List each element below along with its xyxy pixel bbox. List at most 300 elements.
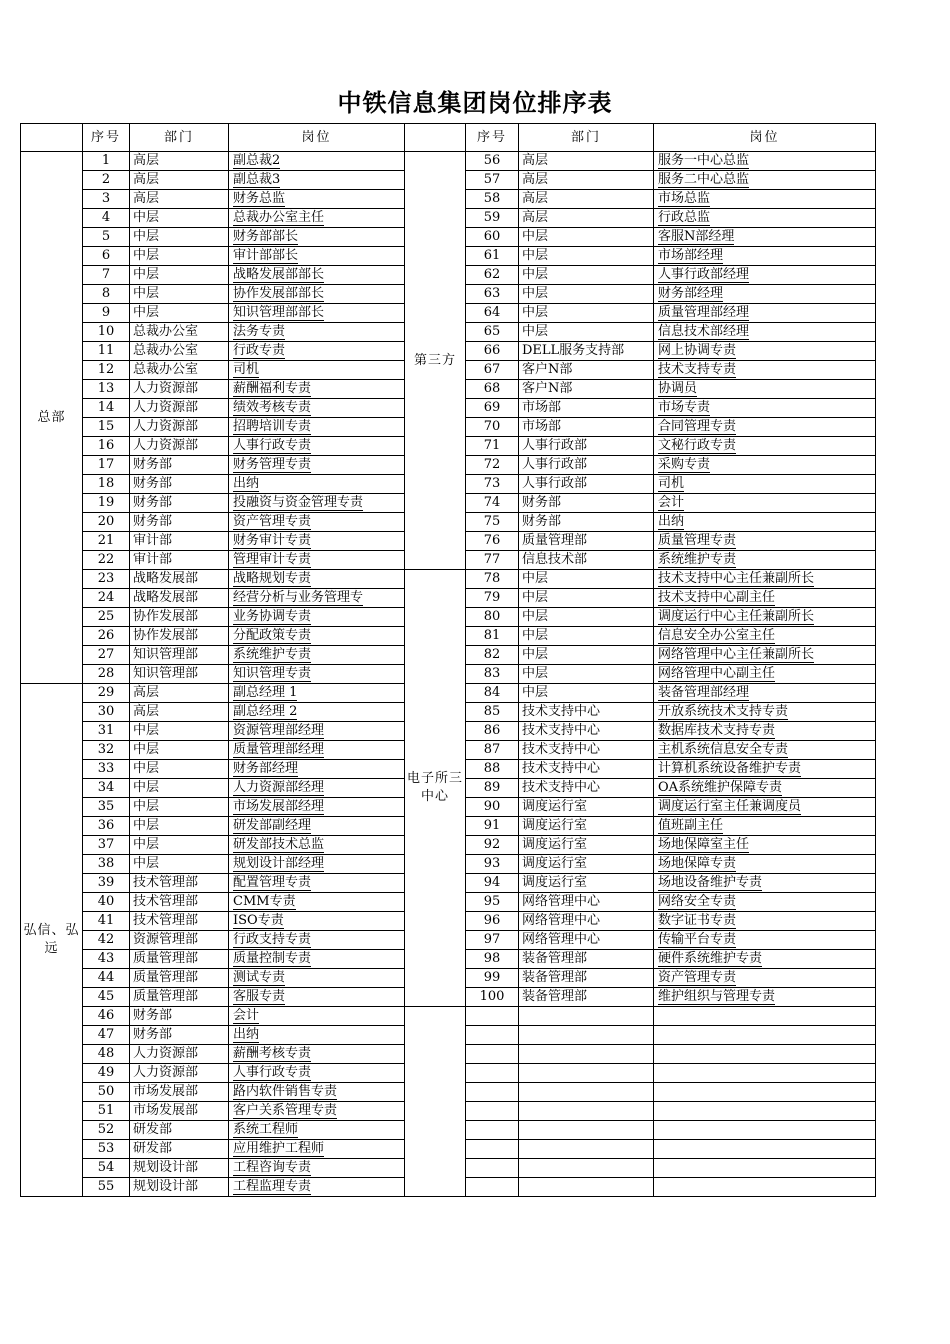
seq-cell: 15	[83, 418, 130, 437]
dept-cell: 中层	[519, 589, 654, 608]
pos-text: 副总裁2	[233, 153, 281, 168]
seq-cell: 73	[466, 475, 519, 494]
dept-cell: 技术管理部	[130, 912, 229, 931]
pos-text: 管理审计专责	[233, 552, 312, 567]
dept-cell: 审计部	[130, 551, 229, 570]
seq-cell: 75	[466, 513, 519, 532]
dept-cell: 战略发展部	[130, 589, 229, 608]
pos-text: 客户关系管理专责	[233, 1103, 338, 1118]
seq-cell: 55	[83, 1178, 130, 1197]
dept-cell: 高层	[130, 190, 229, 209]
pos-cell	[229, 1121, 405, 1140]
pos-text: 市场部经理	[658, 248, 724, 263]
pos-cell	[229, 551, 405, 570]
pos-cell	[229, 1045, 405, 1064]
pos-cell	[654, 912, 876, 931]
pos-text: 工程咨询专责	[233, 1160, 312, 1175]
pos-text: 投融资与资金管理专责	[233, 495, 364, 510]
seq-cell: 99	[466, 969, 519, 988]
dept-cell: 知识管理部	[130, 646, 229, 665]
seq-cell: 84	[466, 684, 519, 703]
dept-cell: 中层	[130, 722, 229, 741]
table-header-row	[21, 124, 876, 152]
dept-cell: 客户N部	[519, 361, 654, 380]
pos-cell	[654, 684, 876, 703]
pos-text: 规划设计部经理	[233, 856, 325, 871]
seq-cell: 33	[83, 760, 130, 779]
seq-cell: 25	[83, 608, 130, 627]
dept-cell: 技术支持中心	[519, 760, 654, 779]
empty-cell	[466, 1064, 519, 1083]
dept-cell: 财务部	[519, 494, 654, 513]
seq-cell: 72	[466, 456, 519, 475]
seq-cell: 35	[83, 798, 130, 817]
header-pos-right: 岗位	[654, 124, 876, 152]
pos-cell	[229, 1140, 405, 1159]
pos-text: 技术支持中心副主任	[658, 590, 776, 605]
dept-cell: 调度运行室	[519, 817, 654, 836]
table-row	[21, 1007, 876, 1026]
seq-cell: 20	[83, 513, 130, 532]
dept-cell: 人力资源部	[130, 380, 229, 399]
seq-cell: 63	[466, 285, 519, 304]
pos-text: 行政专责	[233, 343, 286, 358]
pos-text: 服务一中心总监	[658, 153, 750, 168]
pos-cell	[654, 494, 876, 513]
pos-text: 信息安全办公室主任	[658, 628, 776, 643]
empty-cell	[654, 1159, 876, 1178]
seq-cell: 24	[83, 589, 130, 608]
empty-cell	[654, 1140, 876, 1159]
pos-text: 系统维护专责	[233, 647, 312, 662]
empty-cell	[519, 1064, 654, 1083]
seq-cell: 22	[83, 551, 130, 570]
dept-cell: 财务部	[130, 513, 229, 532]
pos-text: 测试专责	[233, 970, 286, 985]
empty-cell	[466, 1045, 519, 1064]
dept-cell: 人事行政部	[519, 475, 654, 494]
pos-cell	[654, 209, 876, 228]
pos-text: 合同管理专责	[658, 419, 737, 434]
dept-cell: 人力资源部	[130, 418, 229, 437]
pos-cell	[654, 285, 876, 304]
pos-cell	[229, 228, 405, 247]
dept-cell: 中层	[519, 684, 654, 703]
pos-cell	[654, 152, 876, 171]
dept-cell: 财务部	[519, 513, 654, 532]
seq-cell: 88	[466, 760, 519, 779]
pos-cell	[229, 627, 405, 646]
pos-cell	[654, 418, 876, 437]
pos-cell	[654, 532, 876, 551]
pos-text: 网络管理中心副主任	[658, 666, 776, 681]
header-seq-right: 序号	[466, 124, 519, 152]
dept-cell: 中层	[519, 608, 654, 627]
dept-cell: 研发部	[130, 1140, 229, 1159]
pos-cell	[229, 741, 405, 760]
dept-cell: 规划设计部	[130, 1178, 229, 1197]
seq-cell: 43	[83, 950, 130, 969]
dept-cell: 质量管理部	[130, 988, 229, 1007]
dept-cell: 调度运行室	[519, 836, 654, 855]
header-seq-left: 序号	[83, 124, 130, 152]
seq-cell: 28	[83, 665, 130, 684]
seq-cell: 12	[83, 361, 130, 380]
dept-cell: 中层	[130, 266, 229, 285]
dept-cell: 中层	[519, 266, 654, 285]
pos-cell	[654, 646, 876, 665]
pos-cell	[229, 646, 405, 665]
seq-cell: 57	[466, 171, 519, 190]
pos-text: 资源管理部经理	[233, 723, 325, 738]
dept-cell: 客户N部	[519, 380, 654, 399]
seq-cell: 97	[466, 931, 519, 950]
header-pos-left: 岗位	[229, 124, 405, 152]
empty-cell	[654, 1121, 876, 1140]
dept-cell: 中层	[519, 665, 654, 684]
pos-text: 协作发展部部长	[233, 286, 325, 301]
dept-cell: 总裁办公室	[130, 323, 229, 342]
pos-text: 知识管理专责	[233, 666, 312, 681]
pos-text: 主机系统信息安全专责	[658, 742, 789, 757]
seq-cell: 32	[83, 741, 130, 760]
seq-cell: 74	[466, 494, 519, 513]
dept-cell: 网络管理中心	[519, 893, 654, 912]
pos-cell	[654, 893, 876, 912]
pos-cell	[229, 171, 405, 190]
dept-cell: 中层	[130, 760, 229, 779]
dept-cell: 市场部	[519, 418, 654, 437]
seq-cell: 21	[83, 532, 130, 551]
pos-text: 网上协调专责	[658, 343, 737, 358]
seq-cell: 11	[83, 342, 130, 361]
seq-cell: 49	[83, 1064, 130, 1083]
seq-cell: 80	[466, 608, 519, 627]
seq-cell: 56	[466, 152, 519, 171]
pos-text: 工程监理专责	[233, 1179, 312, 1194]
dept-cell: 调度运行室	[519, 798, 654, 817]
dept-cell: 人力资源部	[130, 399, 229, 418]
dept-cell: 高层	[130, 684, 229, 703]
dept-cell: 高层	[130, 171, 229, 190]
pos-cell	[654, 570, 876, 589]
pos-cell	[229, 1159, 405, 1178]
dept-cell: 中层	[130, 247, 229, 266]
pos-cell	[229, 722, 405, 741]
pos-cell	[229, 209, 405, 228]
empty-cell	[654, 1102, 876, 1121]
pos-cell	[229, 456, 405, 475]
dept-cell: 高层	[519, 171, 654, 190]
pos-cell	[654, 627, 876, 646]
seq-cell: 40	[83, 893, 130, 912]
pos-cell	[229, 1102, 405, 1121]
pos-text: 客服N部经理	[658, 229, 735, 244]
group-blank	[405, 1007, 466, 1197]
pos-cell	[229, 988, 405, 1007]
pos-cell	[654, 323, 876, 342]
pos-text: 出纳	[658, 514, 685, 529]
dept-cell: 市场发展部	[130, 1083, 229, 1102]
header-group-cell	[21, 124, 83, 152]
pos-cell	[654, 437, 876, 456]
pos-cell	[229, 475, 405, 494]
dept-cell: 高层	[519, 209, 654, 228]
pos-text: 值班副主任	[658, 818, 724, 833]
pos-text: 调度运行室主任兼调度员	[658, 799, 802, 814]
position-ranking-table	[20, 123, 876, 1197]
dept-cell: 市场部	[519, 399, 654, 418]
pos-cell	[654, 665, 876, 684]
seq-cell: 66	[466, 342, 519, 361]
dept-cell: 规划设计部	[130, 1159, 229, 1178]
seq-cell: 71	[466, 437, 519, 456]
dept-cell: 研发部	[130, 1121, 229, 1140]
pos-cell	[654, 779, 876, 798]
seq-cell: 44	[83, 969, 130, 988]
pos-text: 资产管理专责	[658, 970, 737, 985]
dept-cell: 调度运行室	[519, 874, 654, 893]
pos-cell	[654, 190, 876, 209]
empty-cell	[466, 1026, 519, 1045]
seq-cell: 18	[83, 475, 130, 494]
seq-cell: 14	[83, 399, 130, 418]
empty-cell	[519, 1102, 654, 1121]
group-headquarters: 总部	[21, 152, 83, 684]
pos-cell	[654, 931, 876, 950]
seq-cell: 42	[83, 931, 130, 950]
pos-text: 知识管理部部长	[233, 305, 325, 320]
pos-text: 传输平台专责	[658, 932, 737, 947]
pos-text: 财务部经理	[233, 761, 299, 776]
pos-text: 研发部技术总监	[233, 837, 325, 852]
dept-cell: 人事行政部	[519, 456, 654, 475]
empty-cell	[519, 1121, 654, 1140]
pos-cell	[654, 836, 876, 855]
dept-cell: 财务部	[130, 1026, 229, 1045]
pos-cell	[654, 342, 876, 361]
pos-text: 协调员	[658, 381, 698, 396]
pos-text: 副总裁3	[233, 172, 281, 187]
seq-cell: 1	[83, 152, 130, 171]
seq-cell: 67	[466, 361, 519, 380]
dept-cell: 财务部	[130, 456, 229, 475]
pos-cell	[229, 931, 405, 950]
pos-cell	[229, 437, 405, 456]
seq-cell: 77	[466, 551, 519, 570]
seq-cell: 39	[83, 874, 130, 893]
dept-cell: 战略发展部	[130, 570, 229, 589]
table-row	[21, 570, 876, 589]
pos-text: 副总经理 1	[233, 685, 298, 700]
pos-text: 质量管理部经理	[658, 305, 750, 320]
pos-text: 法务专责	[233, 324, 286, 339]
pos-cell	[229, 969, 405, 988]
pos-text: 薪酬福利专责	[233, 381, 312, 396]
pos-cell	[229, 817, 405, 836]
pos-cell	[654, 741, 876, 760]
pos-text: 数字证书专责	[658, 913, 737, 928]
seq-cell: 38	[83, 855, 130, 874]
seq-cell: 3	[83, 190, 130, 209]
dept-cell: 网络管理中心	[519, 912, 654, 931]
dept-cell: 装备管理部	[519, 969, 654, 988]
dept-cell: 网络管理中心	[519, 931, 654, 950]
pos-cell	[229, 513, 405, 532]
empty-cell	[519, 1026, 654, 1045]
header-group-cell-right	[405, 124, 466, 152]
seq-cell: 60	[466, 228, 519, 247]
seq-cell: 34	[83, 779, 130, 798]
pos-text: 场地保障专责	[658, 856, 737, 871]
pos-text: 计算机系统设备维护专责	[658, 761, 802, 776]
pos-text: 会计	[658, 495, 685, 510]
dept-cell: 技术支持中心	[519, 722, 654, 741]
seq-cell: 52	[83, 1121, 130, 1140]
dept-cell: 技术管理部	[130, 874, 229, 893]
pos-cell	[654, 228, 876, 247]
seq-cell: 58	[466, 190, 519, 209]
dept-cell: 高层	[519, 152, 654, 171]
dept-cell: 中层	[130, 209, 229, 228]
seq-cell: 95	[466, 893, 519, 912]
pos-cell	[229, 361, 405, 380]
pos-text: 司机	[658, 476, 685, 491]
pos-text: 技术支持专责	[658, 362, 737, 377]
dept-cell: 中层	[130, 836, 229, 855]
empty-cell	[654, 1026, 876, 1045]
seq-cell: 5	[83, 228, 130, 247]
dept-cell: 中层	[130, 817, 229, 836]
pos-text: 出纳	[233, 476, 260, 491]
pos-text: 司机	[233, 362, 260, 377]
dept-cell: 人事行政部	[519, 437, 654, 456]
seq-cell: 70	[466, 418, 519, 437]
dept-cell: 质量管理部	[130, 950, 229, 969]
dept-cell: 高层	[519, 190, 654, 209]
group-electronics: 电子所三中心	[405, 570, 466, 1007]
dept-cell: 装备管理部	[519, 988, 654, 1007]
pos-text: 行政支持专责	[233, 932, 312, 947]
pos-cell	[229, 323, 405, 342]
pos-text: 资产管理专责	[233, 514, 312, 529]
pos-cell	[654, 551, 876, 570]
pos-text: OA系统维护保障专责	[658, 780, 783, 795]
dept-cell: 协作发展部	[130, 627, 229, 646]
pos-cell	[654, 988, 876, 1007]
empty-cell	[466, 1159, 519, 1178]
pos-cell	[229, 399, 405, 418]
page-title: 中铁信息集团岗位排序表	[337, 88, 613, 117]
pos-cell	[654, 361, 876, 380]
pos-cell	[654, 608, 876, 627]
dept-cell: 审计部	[130, 532, 229, 551]
pos-text: 场地设备维护专责	[658, 875, 763, 890]
seq-cell: 93	[466, 855, 519, 874]
pos-text: 财务审计专责	[233, 533, 312, 548]
seq-cell: 51	[83, 1102, 130, 1121]
pos-text: 总裁办公室主任	[233, 210, 325, 225]
pos-text: 市场总监	[658, 191, 711, 206]
pos-cell	[654, 969, 876, 988]
empty-cell	[466, 1102, 519, 1121]
pos-text: CMM专责	[233, 894, 296, 909]
empty-cell	[519, 1045, 654, 1064]
seq-cell: 47	[83, 1026, 130, 1045]
pos-text: 战略发展部部长	[233, 267, 325, 282]
pos-cell	[654, 817, 876, 836]
pos-text: 质量管理专责	[658, 533, 737, 548]
pos-cell	[229, 418, 405, 437]
empty-cell	[466, 1083, 519, 1102]
pos-text: 市场专责	[658, 400, 711, 415]
dept-cell: DELL服务支持部	[519, 342, 654, 361]
pos-cell	[229, 855, 405, 874]
header-dept-left: 部门	[130, 124, 229, 152]
pos-text: 人事行政专责	[233, 438, 312, 453]
pos-cell	[654, 247, 876, 266]
seq-cell: 29	[83, 684, 130, 703]
seq-cell: 85	[466, 703, 519, 722]
empty-cell	[466, 1121, 519, 1140]
pos-text: 维护组织与管理专责	[658, 989, 776, 1004]
seq-cell: 100	[466, 988, 519, 1007]
seq-cell: 89	[466, 779, 519, 798]
seq-cell: 17	[83, 456, 130, 475]
pos-cell	[229, 285, 405, 304]
empty-cell	[519, 1083, 654, 1102]
pos-text: 副总经理 2	[233, 704, 298, 719]
pos-text: 研发部副经理	[233, 818, 312, 833]
pos-cell	[229, 836, 405, 855]
group-third-party: 第三方	[405, 152, 466, 570]
seq-cell: 2	[83, 171, 130, 190]
seq-cell: 36	[83, 817, 130, 836]
pos-cell	[229, 247, 405, 266]
seq-cell: 87	[466, 741, 519, 760]
empty-cell	[519, 1178, 654, 1197]
seq-cell: 83	[466, 665, 519, 684]
dept-cell: 技术管理部	[130, 893, 229, 912]
pos-text: 场地保障室主任	[658, 837, 750, 852]
seq-cell: 64	[466, 304, 519, 323]
dept-cell: 中层	[519, 228, 654, 247]
pos-cell	[229, 190, 405, 209]
seq-cell: 9	[83, 304, 130, 323]
pos-text: 路内软件销售专责	[233, 1084, 338, 1099]
dept-cell: 财务部	[130, 1007, 229, 1026]
empty-cell	[654, 1007, 876, 1026]
seq-cell: 37	[83, 836, 130, 855]
seq-cell: 91	[466, 817, 519, 836]
pos-cell	[229, 893, 405, 912]
empty-cell	[519, 1159, 654, 1178]
pos-cell	[229, 570, 405, 589]
pos-cell	[229, 494, 405, 513]
pos-cell	[229, 684, 405, 703]
seq-cell: 98	[466, 950, 519, 969]
pos-cell	[229, 703, 405, 722]
empty-cell	[466, 1007, 519, 1026]
pos-cell	[654, 760, 876, 779]
dept-cell: 中层	[130, 228, 229, 247]
group-hongxin: 弘信、弘远	[21, 684, 83, 1197]
seq-cell: 90	[466, 798, 519, 817]
empty-cell	[466, 1140, 519, 1159]
pos-cell	[229, 1178, 405, 1197]
pos-text: 网络安全专责	[658, 894, 737, 909]
pos-cell	[654, 513, 876, 532]
